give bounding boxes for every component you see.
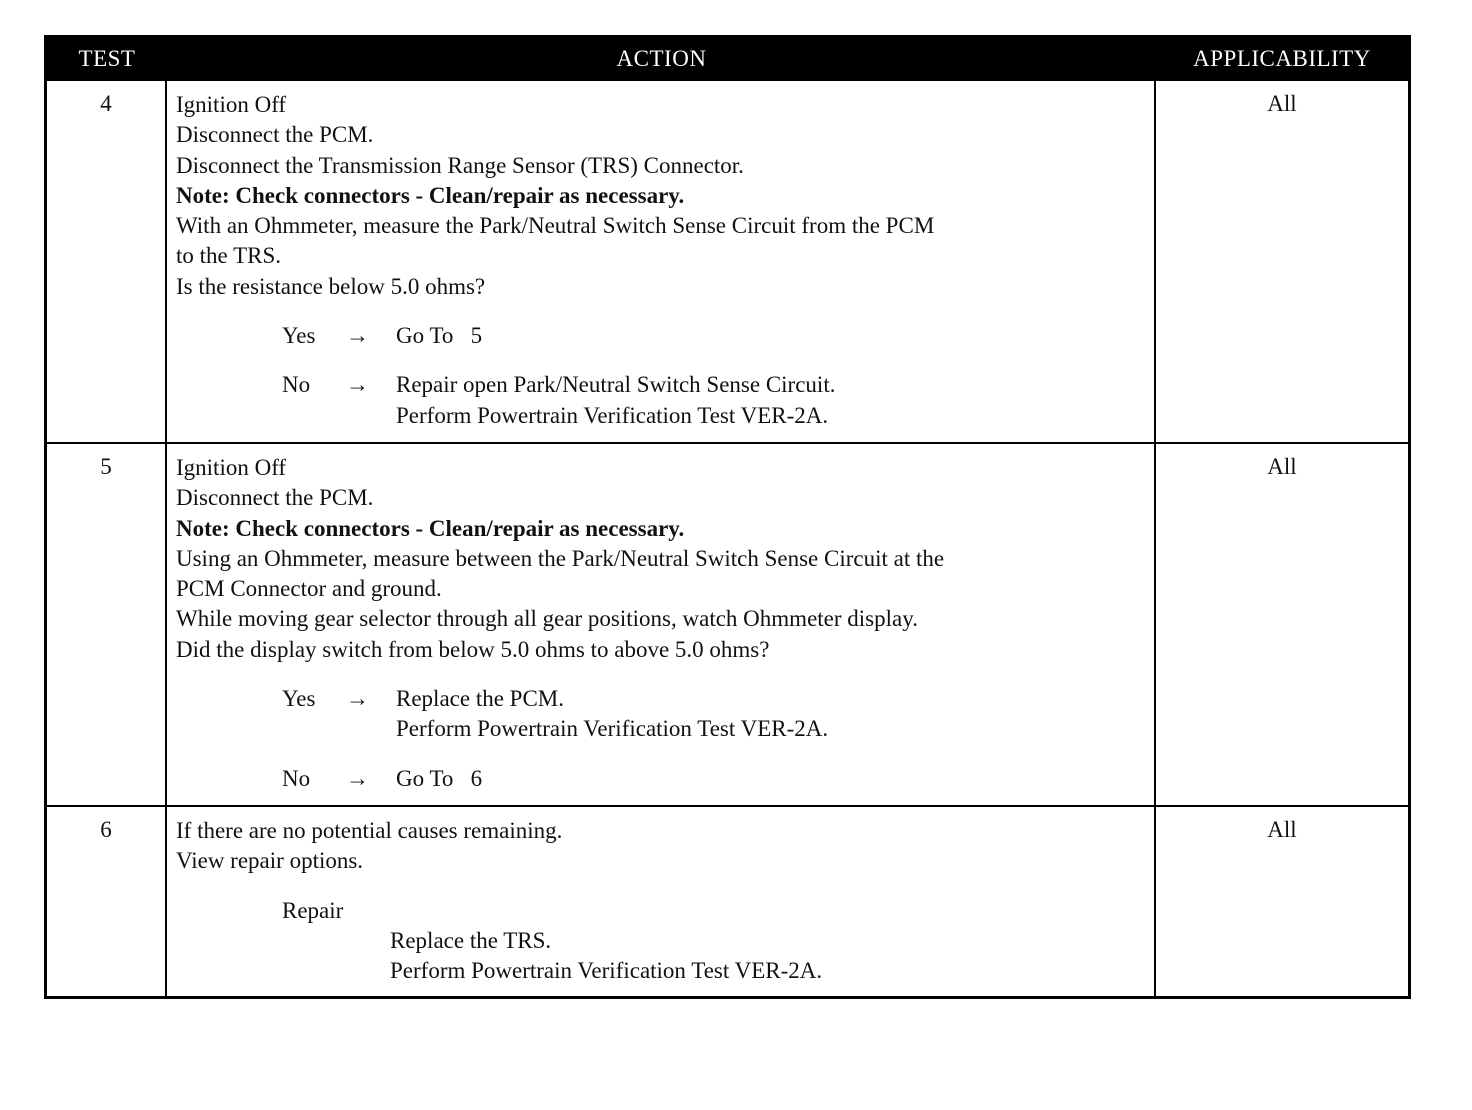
action-line: While moving gear selector through all gear positions, watch Ohmmeter display. (176, 606, 918, 632)
header-test: TEST (78, 45, 136, 71)
yes-text: Replace the PCM. (396, 686, 564, 712)
diagnostic-test-table (44, 35, 1411, 999)
arrow-right-icon: → (346, 686, 369, 712)
action-line: Is the resistance below 5.0 ohms? (176, 273, 486, 299)
action-line: Did the display switch from below 5.0 ohms to above 5.0 ohms? (176, 636, 770, 662)
action-note: Note: Check connectors - Clean/repair as necessary. (176, 515, 685, 541)
arrow-right-icon: → (346, 765, 369, 791)
no-text: Perform Powertrain Verification Test VER-2A. (396, 402, 829, 428)
applicability-cell: All (1267, 454, 1297, 479)
table-row (47, 442, 1408, 805)
repair-text: Replace the TRS. (390, 927, 552, 953)
test-number: 6 (47, 807, 167, 996)
action-line: Disconnect the Transmission Range Sensor (TRS) Connector. (176, 152, 744, 178)
test-number: 4 (47, 81, 167, 442)
yes-text: Perform Powertrain Verification Test VER-2A. (396, 716, 829, 742)
header-applicability: APPLICABILITY (1193, 45, 1371, 71)
header-action: ACTION (616, 45, 707, 71)
no-response (176, 370, 1148, 431)
no-text: Go To 6 (396, 765, 483, 791)
action-cell (167, 807, 1156, 996)
action-line: PCM Connector and ground. (176, 576, 442, 602)
table-row (47, 79, 1408, 442)
arrow-right-icon: → (346, 323, 369, 349)
action-line: View repair options. (176, 848, 364, 874)
yes-response (176, 684, 1148, 745)
no-text: Repair open Park/Neutral Switch Sense Circuit. (396, 372, 836, 398)
action-line: With an Ohmmeter, measure the Park/Neutral Switch Sense Circuit from the PCM (176, 213, 935, 239)
action-line: Using an Ohmmeter, measure between the Park/Neutral Switch Sense Circuit at the (176, 545, 945, 571)
no-label: No (282, 765, 311, 791)
yes-label: Yes (282, 686, 316, 712)
action-note: Note: Check connectors - Clean/repair as necessary. (176, 182, 685, 208)
action-line: to the TRS. (176, 243, 282, 269)
yes-response (176, 321, 1148, 351)
action-cell (167, 444, 1156, 805)
yes-text: Go To 5 (396, 323, 483, 349)
arrow-right-icon: → (346, 372, 369, 398)
repair-text: Perform Powertrain Verification Test VER-2A. (390, 958, 823, 984)
applicability-cell: All (1267, 91, 1297, 116)
yes-label: Yes (282, 323, 316, 349)
table-header (47, 38, 1408, 79)
action-line: Disconnect the PCM. (176, 122, 374, 148)
action-line: Ignition Off (176, 92, 287, 117)
table-row (47, 805, 1408, 996)
action-cell (167, 81, 1156, 442)
no-response (176, 764, 1148, 794)
no-label: No (282, 372, 311, 398)
test-number: 5 (47, 444, 167, 805)
action-line: Ignition Off (176, 455, 287, 480)
action-line: Disconnect the PCM. (176, 485, 374, 511)
repair-label: Repair (282, 897, 344, 923)
applicability-cell: All (1267, 817, 1297, 842)
action-line: If there are no potential causes remaining. (176, 818, 563, 843)
